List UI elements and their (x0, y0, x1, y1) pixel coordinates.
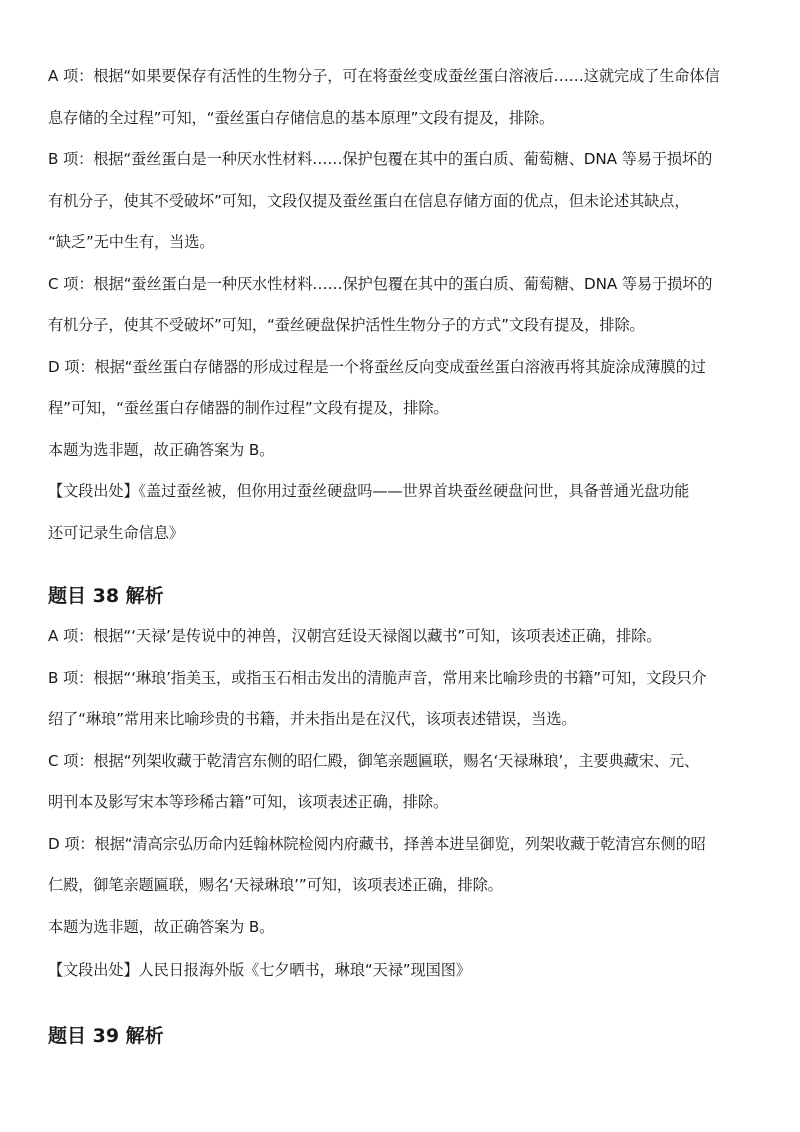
option-b-analysis (48, 658, 752, 741)
source-citation (48, 471, 752, 554)
text-line: B 项：根据“‘琳琅’指美玉，或指玉石相击发出的清脆声音，常用来比喻珍贵的书籍”可知，文段只介 (48, 668, 707, 687)
text-line: 程”可知，“蚕丝蛋白存储器的制作过程”文段有提及，排除。 (48, 399, 449, 417)
text-line: A 项：根据“如果要保存有活性的生物分子，可在将蚕丝变成蚕丝蛋白溶液后……这就完成了生命体信 (48, 67, 720, 85)
option-c-analysis (48, 741, 752, 824)
option-d-analysis (48, 347, 752, 430)
source-citation: 【文段出处】人民日报海外版《七夕晒书，琳琅“天禄”现国图》 (48, 961, 471, 979)
document-page (48, 56, 752, 1056)
text-line: A 项：根据“‘天禄’是传说中的神兽，汉朝宫廷设天禄阁以藏书”可知，该项表述正确，排除。 (48, 627, 662, 645)
question-39-heading: 题目 39 解析 (48, 1024, 164, 1047)
option-a-analysis (48, 56, 752, 139)
text-line: 【文段出处】《盖过蚕丝被，但你用过蚕丝硬盘吗——世界首块蚕丝硬盘问世，具备普通光盘功能 (48, 482, 690, 500)
text-line: 还可记录生命信息》 (48, 523, 184, 542)
text-line: C 项：根据“列架收藏于乾清宫东侧的昭仁殿，御笔亲题匾联，赐名‘天禄琳琅’，主要典藏宋、元、 (48, 751, 700, 770)
text-line: 绍了“琳琅”常用来比喻珍贵的书籍，并未指出是在汉代，该项表述错误，当选。 (48, 710, 577, 728)
option-c-analysis (48, 264, 752, 347)
option-d-analysis (48, 824, 752, 907)
text-line: “缺乏”无中生有，当选。 (48, 233, 215, 251)
text-line: 有机分子，使其不受破坏”可知，文段仅提及蚕丝蛋白在信息存储方面的优点，但未论述其缺点， (48, 191, 690, 210)
answer-statement: 本题为选非题，故正确答案为 B。 (48, 440, 275, 459)
option-b-analysis (48, 139, 752, 264)
option-a-analysis (48, 616, 752, 658)
text-line: B 项：根据“蚕丝蛋白是一种厌水性材料……保护包覆在其中的蛋白质、葡萄糖、DNA 等易于损坏的 (48, 150, 713, 168)
text-line: D 项：根据“清高宗弘历命内廷翰林院检阅内府藏书，择善本进呈御览，列架收藏于乾清宫东侧的昭 (48, 834, 706, 853)
text-line: D 项：根据“蚕丝蛋白存储器的形成过程是一个将蚕丝反向变成蚕丝蛋白溶液再将其旋涂成薄膜的过 (48, 357, 706, 376)
text-line: C 项：根据“蚕丝蛋白是一种厌水性材料……保护包覆在其中的蛋白质、葡萄糖、DNA 等易于损坏的 (48, 274, 713, 293)
text-line: 明刊本及影写宋本等珍稀古籍”可知，该项表述正确，排除。 (48, 793, 449, 811)
text-line: 仁殿，御笔亲题匾联，赐名‘天禄琳琅’”可知，该项表述正确，排除。 (48, 876, 503, 894)
text-line: 息存储的全过程”可知，“蚕丝蛋白存储信息的基本原理”文段有提及，排除。 (48, 108, 555, 127)
question-38-heading: 题目 38 解析 (48, 585, 164, 607)
answer-statement: 本题为选非题，故正确答案为 B。 (48, 917, 275, 936)
text-line: 有机分子，使其不受破坏”可知，“蚕丝硬盘保护活性生物分子的方式”文段有提及，排除。 (48, 316, 645, 334)
